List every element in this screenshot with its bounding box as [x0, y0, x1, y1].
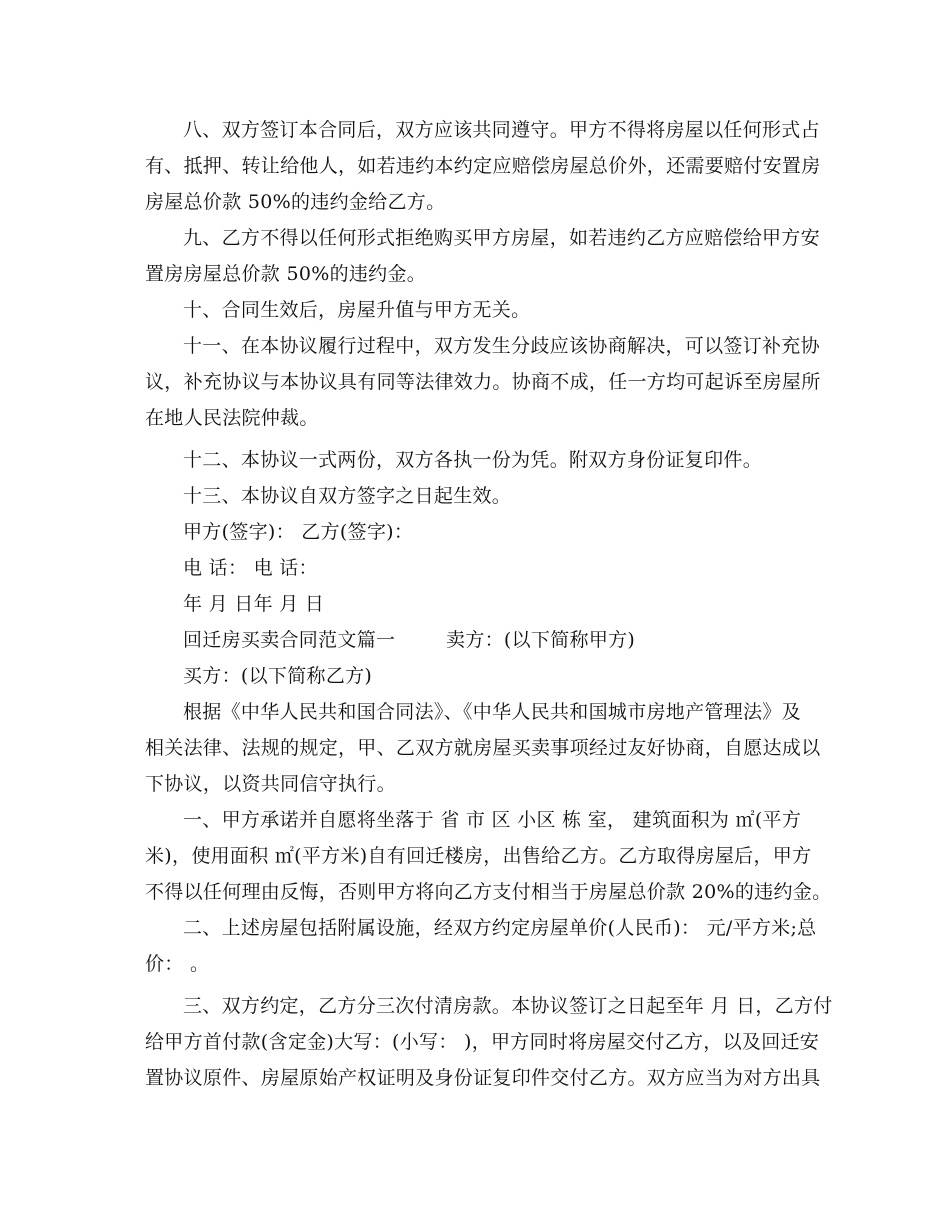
text-line: 一、甲方承诺并自愿将坐落于 省 市 区 小区 栋 室， 建筑面积为 ㎡(平方	[183, 809, 802, 831]
text-line: 米)，使用面积 ㎡(平方米)自有回迁楼房，出售给乙方。乙方取得房屋后，甲方	[145, 845, 812, 867]
text-line: 给甲方首付款(含定金)大写：(小写： )，甲方同时将房屋交付乙方，以及回迁安	[145, 1031, 820, 1053]
text-line: 九、乙方不得以任何形式拒绝购买甲方房屋，如若违约乙方应赔偿给甲方安	[183, 227, 820, 249]
text-line: 十一、在本协议履行过程中，双方发生分歧应该协商解决，可以签订补充协	[183, 335, 820, 357]
text-line: 二、上述房屋包括附属设施，经双方约定房屋单价(人民币)： 元/平方米;总	[183, 917, 817, 939]
text-line: 十三、本协议自双方签字之日起生效。	[183, 485, 512, 507]
text-line: 下协议，以资共同信守执行。	[145, 773, 396, 795]
text-line: 不得以任何理由反悔，否则甲方将向乙方支付相当于房屋总价款 20%的违约金。	[145, 881, 832, 903]
text-line: 有、抵押、转让给他人，如若违约本约定应赔偿房屋总价外，还需要赔付安置房	[145, 155, 821, 177]
text-line: 在地人民法院仲裁。	[145, 407, 319, 429]
text-line: 买方：(以下简称乙方)	[183, 665, 373, 687]
signature-line: 甲方(签字)： 乙方(签字)：	[183, 521, 414, 543]
text-line: 八、双方签订本合同后，双方应该共同遵守。甲方不得将房屋以任何形式占	[183, 119, 820, 141]
date-line: 年 月 日年 月 日	[183, 593, 325, 615]
text-line: 十二、本协议一式两份，双方各执一份为凭。附双方身份证复印件。	[183, 449, 763, 471]
text-line: 根据《中华人民共和国合同法》、《中华人民共和国城市房地产管理法》及	[183, 701, 801, 723]
text-line: 置协议原件、房屋原始产权证明及身份证复印件交付乙方。双方应当为对方出具	[145, 1067, 821, 1089]
text-line: 十、合同生效后，房屋升值与甲方无关。	[183, 299, 531, 321]
text-line: 价： 。	[145, 953, 210, 975]
section-heading: 回迁房买卖合同范文篇一 卖方：(以下简称甲方)	[183, 629, 636, 651]
text-line: 议，补充协议与本协议具有同等法律效力。协商不成，任一方均可起诉至房屋所	[145, 371, 821, 393]
text-line: 三、双方约定，乙方分三次付清房款。本协议签订之日起至年 月 日，乙方付	[183, 995, 833, 1017]
phone-line: 电 话： 电 话：	[183, 557, 318, 579]
text-line: 房屋总价款 50%的违约金给乙方。	[145, 191, 446, 213]
text-line: 相关法律、法规的规定，甲、乙双方就房屋买卖事项经过友好协商，自愿达成以	[145, 737, 821, 759]
text-line: 置房房屋总价款 50%的违约金。	[145, 263, 427, 285]
